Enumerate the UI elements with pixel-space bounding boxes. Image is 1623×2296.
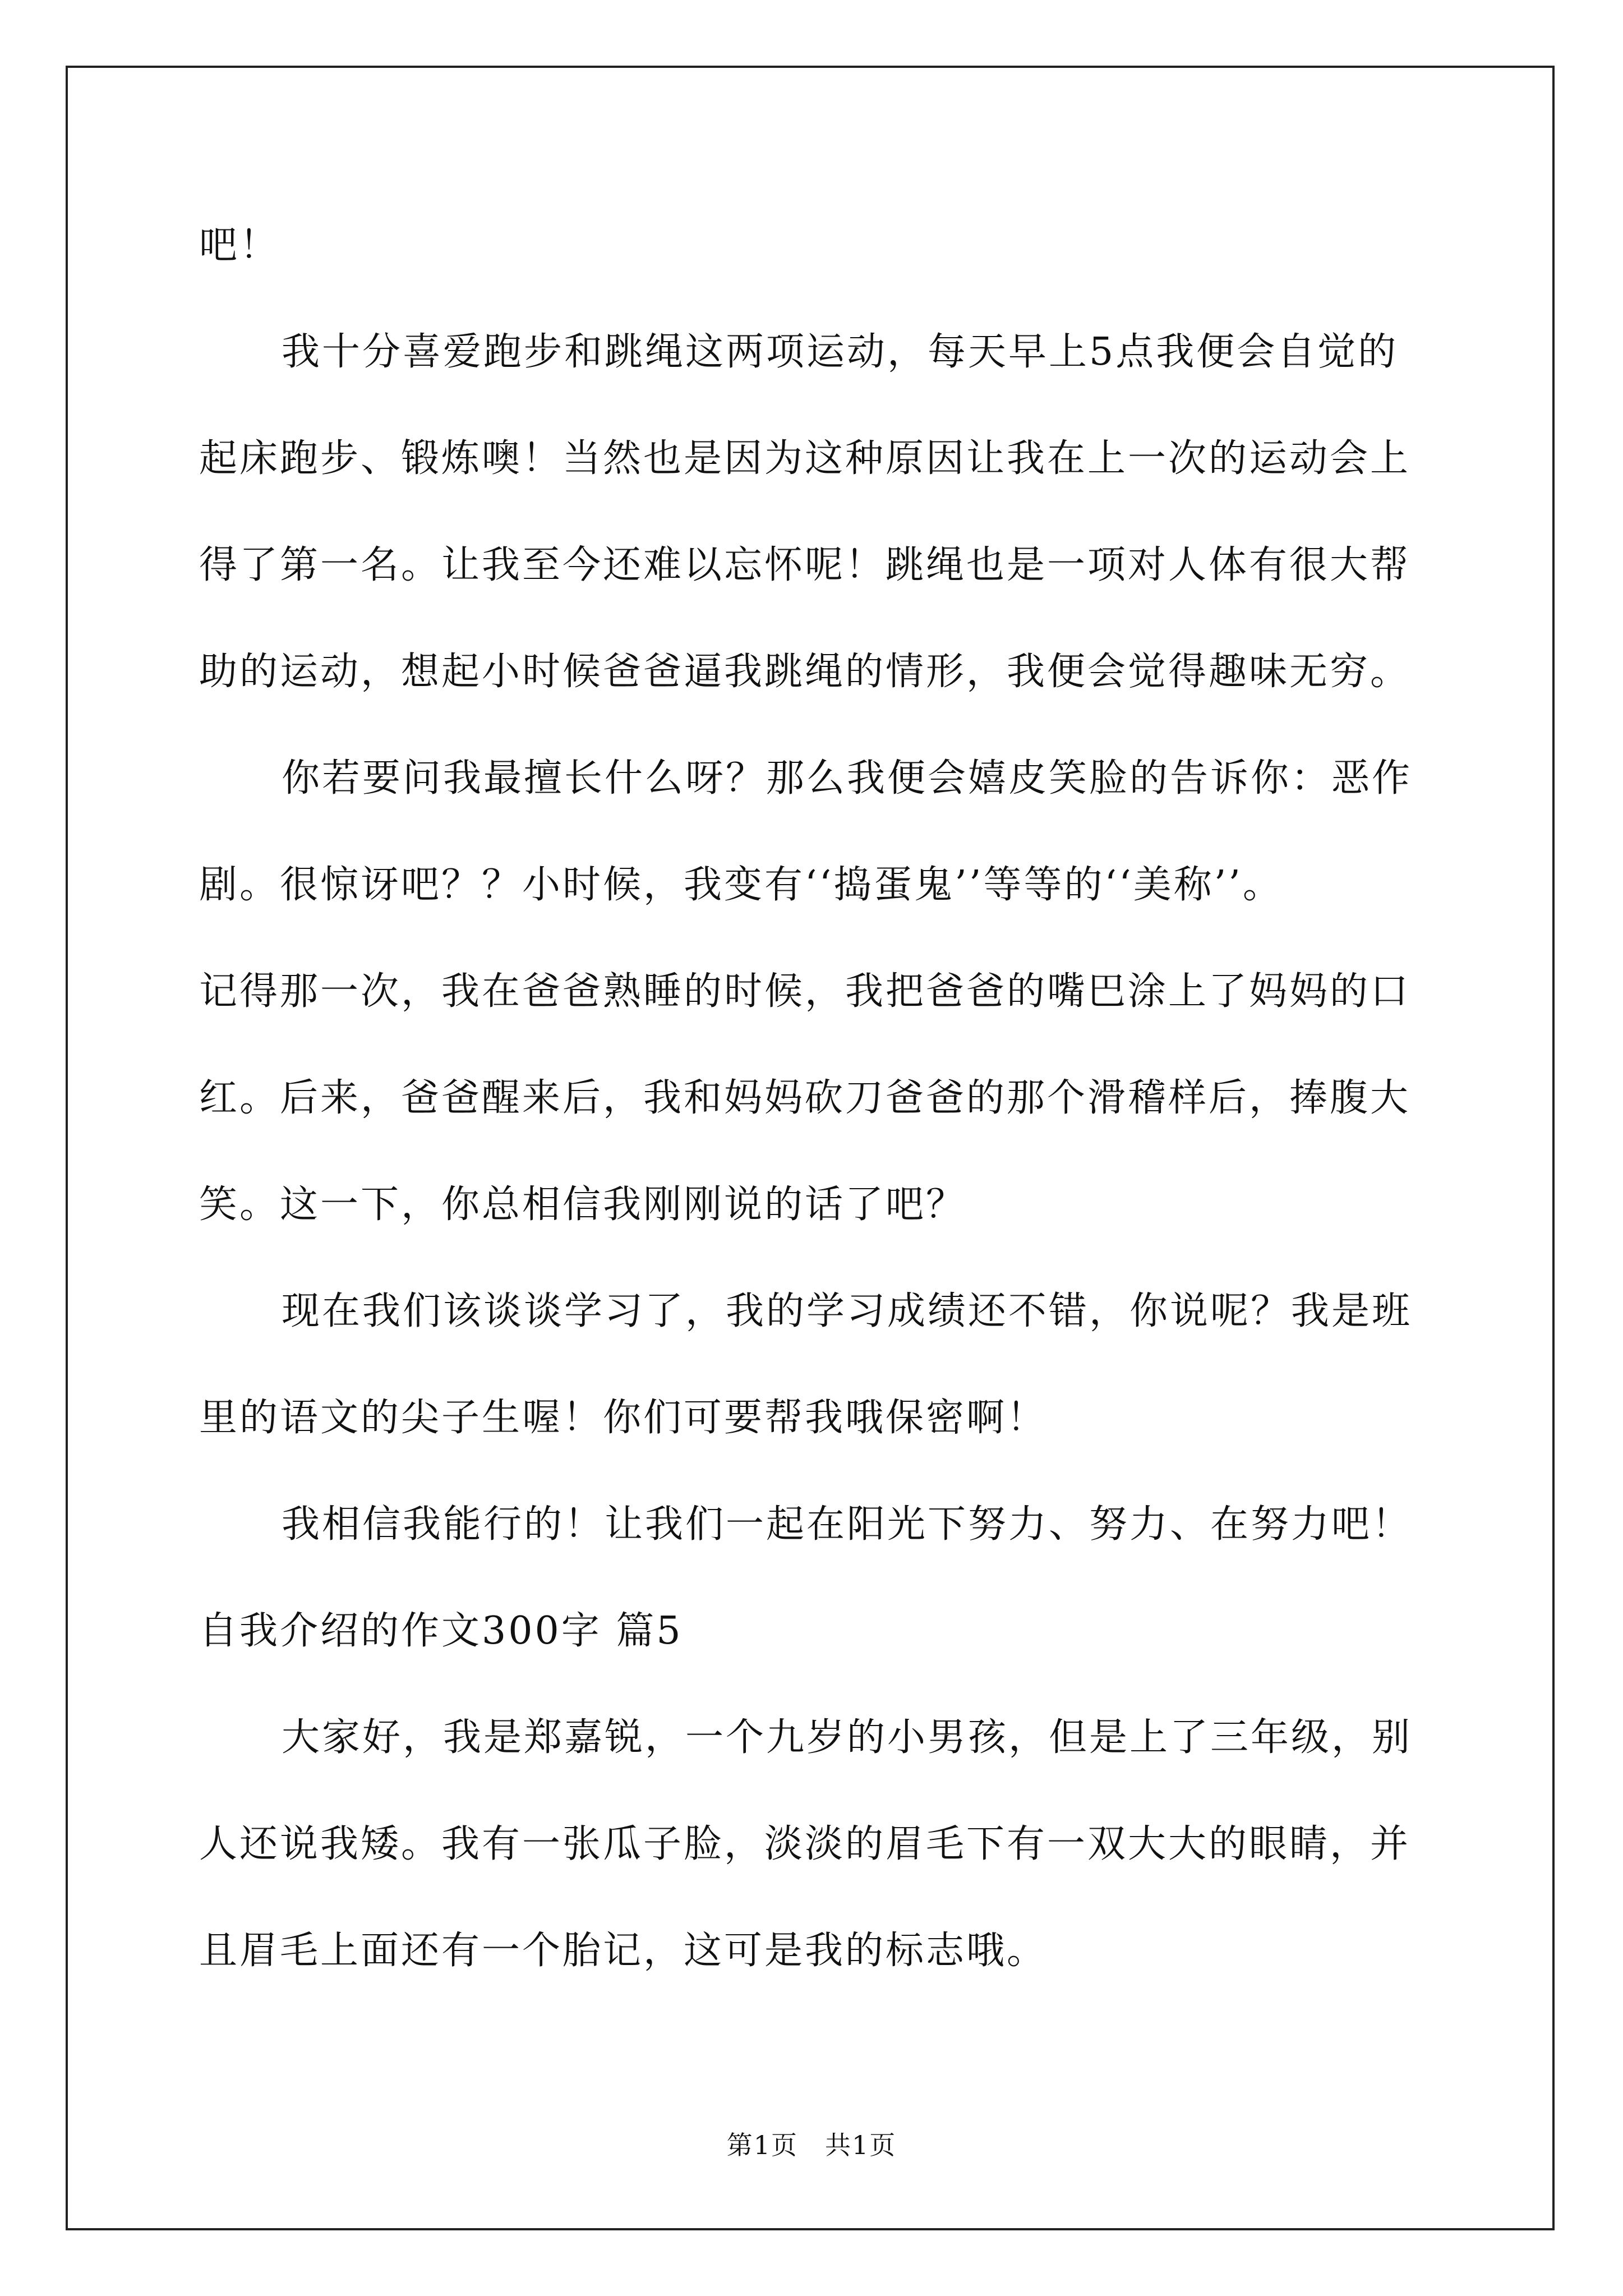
paragraph-line: 起床跑步、锻炼噢！当然也是因为这种原因让我在上一次的运动会上 (199, 436, 1411, 481)
paragraph-line: 大家好，我是郑嘉锐，一个九岁的小男孩，但是上了三年级，别 (282, 1715, 1413, 1760)
paragraph-line: 助的运动，想起小时候爸爸逼我跳绳的情形，我便会觉得趣味无穷。 (199, 650, 1411, 694)
paragraph-line: 得了第一名。让我至今还难以忘怀呢！跳绳也是一项对人体有很大帮 (199, 543, 1411, 587)
page-number-footer: 第1页 共1页 (726, 2130, 897, 2160)
section-heading: 自我介绍的作文300字 篇5 (199, 1609, 683, 1653)
text-line-1: 吧！ (199, 223, 280, 268)
paragraph-line: 现在我们该谈谈学习了，我的学习成绩还不错，你说呢？我是班 (282, 1289, 1413, 1333)
paragraph-line: 我十分喜爱跑步和跳绳这两项运动，每天早上5点我便会自觉的 (282, 330, 1399, 374)
paragraph-line: 你若要问我最擅长什么呀？那么我便会嬉皮笑脸的告诉你：恶作 (282, 756, 1413, 800)
paragraph-line: 我相信我能行的！让我们一起在阳光下努力、努力、在努力吧！ (282, 1502, 1413, 1547)
paragraph-line: 且眉毛上面还有一个胎记，这可是我的标志哦。 (199, 1929, 1048, 1973)
paragraph-line: 里的语文的尖子生喔！你们可要帮我哦保密啊！ (199, 1396, 1048, 1440)
paragraph-line: 红。后来，爸爸醒来后，我和妈妈砍刀爸爸的那个滑稽样后，捧腹大 (199, 1076, 1411, 1120)
page-border (66, 66, 1555, 2230)
paragraph-line: 剧。很惊讶吧？？小时候，我变有‘‘捣蛋鬼’’等等的‘‘美称’’。 (199, 863, 1283, 907)
paragraph-line: 人还说我矮。我有一张瓜子脸，淡淡的眉毛下有一双大大的眼睛，并 (199, 1822, 1411, 1866)
paragraph-line: 记得那一次，我在爸爸熟睡的时候，我把爸爸的嘴巴涂上了妈妈的口 (199, 969, 1411, 1014)
paragraph-line: 笑。这一下，你总相信我刚刚说的话了吧？ (199, 1182, 967, 1227)
